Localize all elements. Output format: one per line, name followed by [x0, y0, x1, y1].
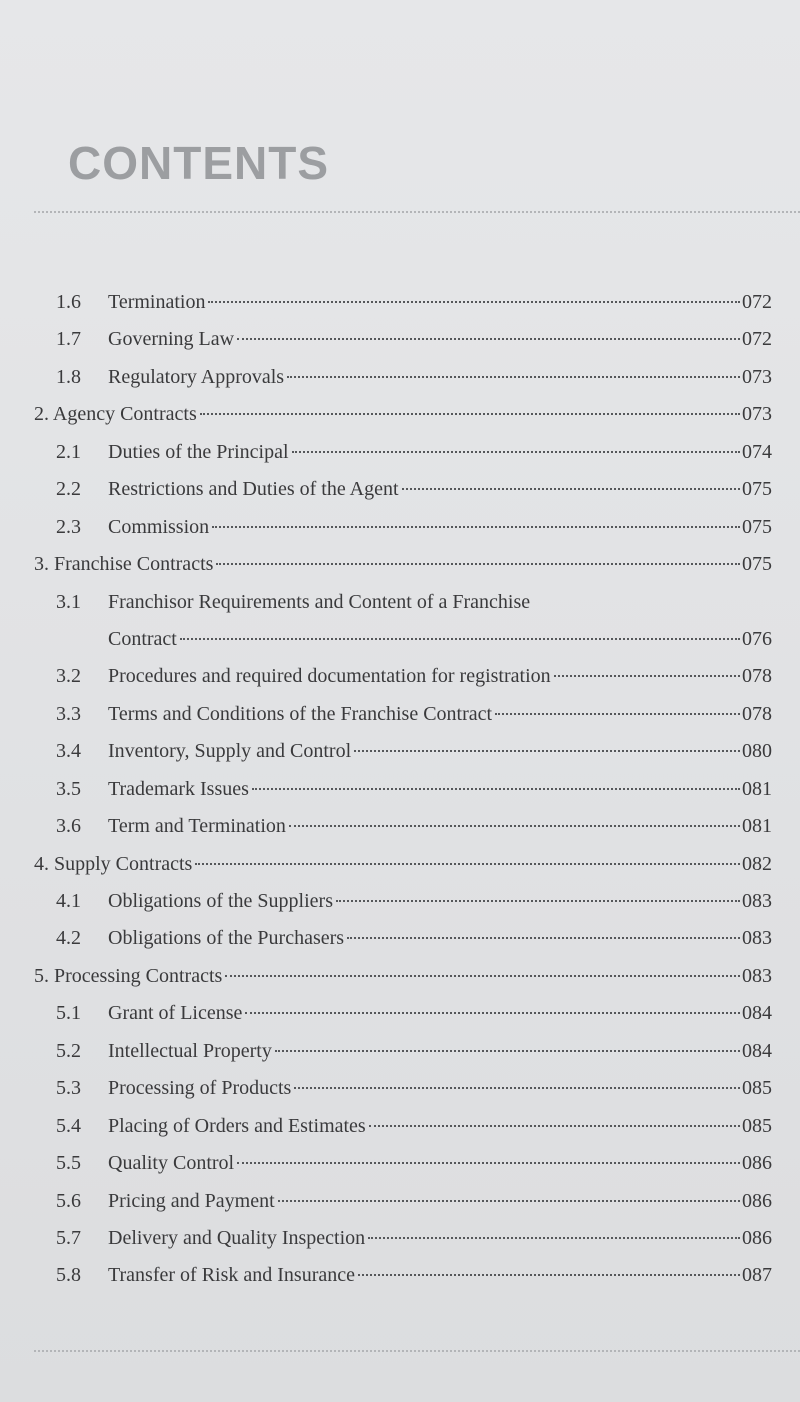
toc-entry-title: Contract	[108, 627, 177, 650]
dot-leader	[554, 675, 740, 677]
toc-entry-page: 084	[742, 1002, 772, 1025]
dot-leader	[289, 825, 740, 827]
toc-entry-2-2[interactable]	[0, 471, 800, 508]
toc-entry-title: Inventory, Supply and Control	[108, 740, 352, 763]
toc-entry-number: 1.6	[56, 291, 81, 313]
toc-entry-page: 073	[742, 403, 772, 426]
dot-leader	[358, 1274, 740, 1276]
toc-entry-number: 2.2	[56, 478, 81, 501]
toc-entry-number: 5.2	[56, 1039, 81, 1062]
toc-entry-title: Obligations of the Purchasers	[108, 927, 345, 950]
toc-entry-page: 086	[742, 1226, 772, 1249]
toc-entry-title: Trademark Issues	[108, 777, 249, 800]
toc-entry-title: Pricing and Payment	[108, 1189, 275, 1212]
toc-entry-1-6[interactable]	[0, 284, 800, 321]
page-title: CONTENTS	[68, 137, 329, 189]
dot-leader	[200, 413, 740, 415]
toc-entry-number: 5.7	[56, 1226, 81, 1249]
toc-entry-5-1[interactable]	[0, 995, 800, 1032]
dot-leader	[495, 713, 740, 715]
toc-entry-number: 1.8	[56, 365, 81, 388]
dot-leader	[294, 1087, 740, 1089]
toc-section-title: 4. Supply Contracts	[34, 852, 193, 875]
dot-leader	[278, 1200, 740, 1202]
dot-leader	[347, 937, 740, 939]
toc-entry-3-5[interactable]	[0, 771, 800, 808]
toc-section-title: 3. Franchise Contracts	[34, 553, 214, 576]
toc-entry-page: 087	[742, 1264, 772, 1287]
toc-entry-number: 3.6	[56, 815, 81, 838]
toc-entry-3-1[interactable]	[0, 584, 800, 621]
dot-leader	[225, 975, 740, 977]
toc-entry-1-8[interactable]	[0, 359, 800, 396]
toc-entry-page: 075	[742, 515, 772, 538]
toc-entry-page: 083	[742, 927, 772, 950]
toc-entry-number: 4.1	[56, 890, 81, 912]
toc-entry-page: 078	[742, 665, 772, 688]
bottom-dotted-divider	[34, 1350, 800, 1352]
dot-leader	[336, 900, 740, 902]
toc-entry-title: Governing Law	[108, 328, 235, 351]
toc-entry-number: 3.3	[56, 702, 81, 725]
toc-entry-title: Term and Termination	[108, 815, 286, 838]
toc-entry-number: 3.5	[56, 777, 81, 800]
toc-entry-5-2[interactable]	[0, 1033, 800, 1070]
toc-entry-5-5[interactable]	[0, 1145, 800, 1182]
dot-leader	[216, 563, 740, 565]
toc-entry-page: 083	[742, 890, 772, 912]
toc-entry-5-7[interactable]	[0, 1220, 800, 1257]
toc-entry-number: 5.3	[56, 1077, 81, 1100]
toc-entry-page: 085	[742, 1077, 772, 1100]
toc-entry-number: 3.2	[56, 665, 81, 688]
toc-entry-title: Duties of the Principal	[108, 440, 289, 463]
dot-leader	[195, 863, 740, 865]
toc-section-5[interactable]	[0, 958, 800, 995]
toc-section-2[interactable]	[0, 396, 800, 433]
toc-entry-number: 1.7	[56, 328, 81, 351]
toc-entry-page: 086	[742, 1189, 772, 1212]
table-of-contents	[0, 284, 800, 1295]
dot-leader	[292, 451, 740, 453]
toc-entry-number: 2.1	[56, 440, 81, 463]
toc-entry-number: 5.8	[56, 1264, 81, 1287]
toc-entry-page: 081	[742, 815, 772, 838]
toc-entry-4-1[interactable]	[0, 883, 800, 920]
dot-leader	[237, 1162, 740, 1164]
toc-entry-3-2[interactable]	[0, 658, 800, 695]
dot-leader	[369, 1125, 740, 1127]
toc-entry-number: 3.4	[56, 740, 81, 763]
toc-entry-title: Terms and Conditions of the Franchise Contract	[108, 702, 493, 725]
toc-entry-4-2[interactable]	[0, 920, 800, 957]
toc-entry-page: 078	[742, 702, 772, 725]
toc-entry-1-7[interactable]	[0, 321, 800, 358]
toc-entry-page: 081	[742, 777, 772, 800]
toc-entry-title: Regulatory Approvals	[108, 365, 285, 388]
toc-entry-5-6[interactable]	[0, 1183, 800, 1220]
dot-leader	[180, 638, 740, 640]
toc-entry-page: 085	[742, 1114, 772, 1137]
toc-entry-page: 083	[742, 964, 772, 987]
toc-entry-title: Commission	[108, 515, 210, 538]
dot-leader	[402, 488, 740, 490]
toc-section-title: 2. Agency Contracts	[34, 403, 197, 426]
toc-entry-title: Intellectual Property	[108, 1039, 272, 1062]
toc-entry-title: Transfer of Risk and Insurance	[108, 1264, 355, 1287]
toc-entry-page: 076	[742, 627, 772, 650]
dot-leader	[354, 750, 740, 752]
toc-section-3[interactable]	[0, 546, 800, 583]
toc-entry-title: Grant of License	[108, 1002, 243, 1025]
toc-entry-number: 5.4	[56, 1114, 81, 1137]
toc-entry-page: 072	[742, 291, 772, 313]
toc-entry-number: 4.2	[56, 927, 81, 950]
toc-entry-title: Procedures and required documentation for registration	[108, 665, 551, 688]
toc-entry-number: 5.6	[56, 1189, 81, 1212]
toc-entry-5-8[interactable]	[0, 1257, 800, 1294]
dot-leader	[287, 376, 740, 378]
toc-entry-page: 084	[742, 1039, 772, 1062]
toc-entry-title: Delivery and Quality Inspection	[108, 1226, 366, 1249]
toc-entry-page: 080	[742, 740, 772, 763]
toc-entry-number: 3.1	[56, 590, 81, 613]
toc-entry-page: 074	[742, 440, 772, 463]
toc-entry-page: 075	[742, 553, 772, 576]
toc-entry-title: Franchisor Requirements and Content of a Franchise	[108, 590, 531, 613]
toc-section-4[interactable]	[0, 846, 800, 883]
toc-entry-title: Processing of Products	[108, 1077, 292, 1100]
toc-entry-title: Placing of Orders and Estimates	[108, 1114, 366, 1137]
dot-leader	[237, 338, 740, 340]
toc-entry-page: 073	[742, 365, 772, 388]
toc-entry-2-3[interactable]	[0, 509, 800, 546]
toc-entry-5-3[interactable]	[0, 1070, 800, 1107]
toc-entry-5-4[interactable]	[0, 1108, 800, 1145]
toc-entry-title: Restrictions and Duties of the Agent	[108, 478, 399, 501]
dot-leader	[252, 788, 740, 790]
toc-entry-page: 075	[742, 478, 772, 501]
toc-entry-page: 082	[742, 852, 772, 875]
toc-entry-number: 5.1	[56, 1002, 81, 1025]
toc-entry-number: 2.3	[56, 515, 81, 538]
toc-entry-title: Quality Control	[108, 1152, 235, 1175]
toc-entry-3-4[interactable]	[0, 733, 800, 770]
dot-leader	[245, 1012, 740, 1014]
toc-entry-title: Termination	[108, 291, 206, 313]
dot-leader	[368, 1237, 740, 1239]
toc-entry-3-1-continued[interactable]	[0, 621, 800, 658]
toc-entry-2-1[interactable]	[0, 434, 800, 471]
dot-leader	[208, 301, 740, 303]
toc-section-title: 5. Processing Contracts	[34, 964, 223, 987]
dot-leader	[212, 526, 740, 528]
toc-entry-page: 072	[742, 328, 772, 351]
toc-entry-page: 086	[742, 1152, 772, 1175]
toc-entry-3-6[interactable]	[0, 808, 800, 845]
toc-entry-3-3[interactable]	[0, 696, 800, 733]
toc-entry-title: Obligations of the Suppliers	[108, 890, 333, 912]
toc-entry-number: 5.5	[56, 1152, 81, 1175]
dot-leader	[275, 1050, 740, 1052]
top-dotted-divider	[34, 211, 800, 213]
